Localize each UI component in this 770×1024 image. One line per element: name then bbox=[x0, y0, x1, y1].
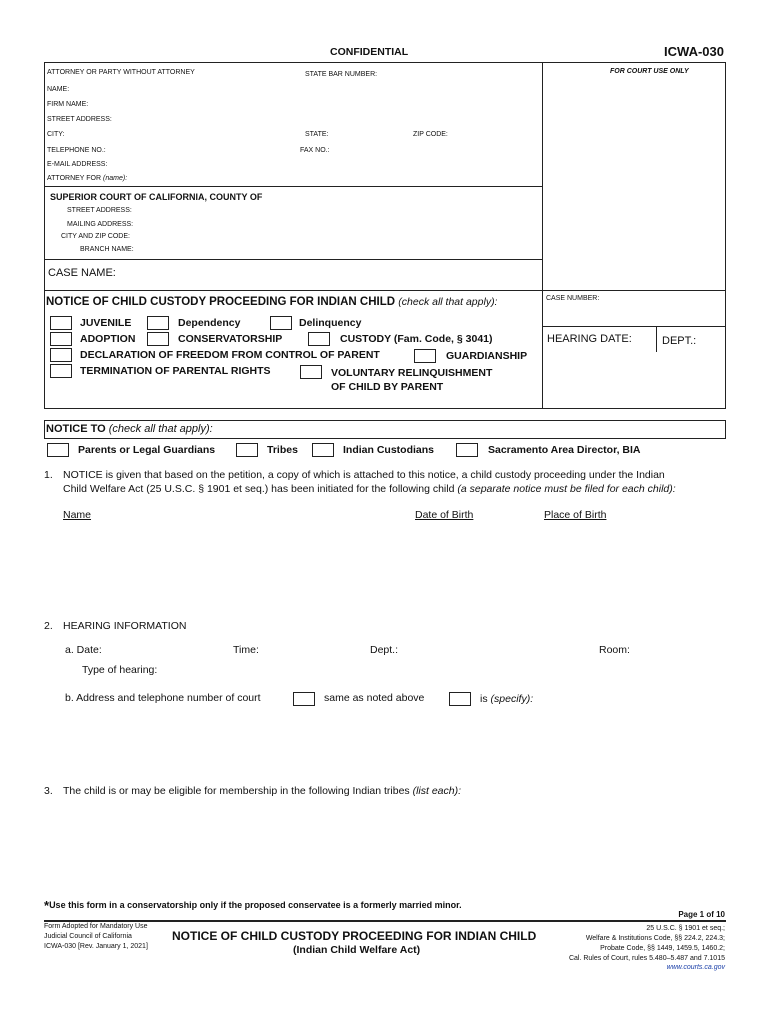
guardianship-checkbox[interactable] bbox=[414, 349, 436, 363]
director-label: Sacramento Area Director, BIA bbox=[488, 444, 641, 456]
guardianship-label: GUARDIANSHIP bbox=[446, 350, 528, 362]
item1-line2: Child Welfare Act (25 U.S.C. § 1901 et seq.) has been initiated for the following child (a separate notice must be filed for each child): bbox=[63, 483, 676, 495]
parents-checkbox[interactable] bbox=[47, 443, 69, 457]
hearing-room-field: Room: bbox=[599, 644, 630, 656]
attorney-divider bbox=[44, 186, 542, 187]
court-title: SUPERIOR COURT OF CALIFORNIA, COUNTY OF bbox=[50, 192, 263, 202]
notice-to-title: NOTICE TO (check all that apply): bbox=[46, 423, 213, 435]
declaration-checkbox[interactable] bbox=[50, 348, 72, 362]
city-label: CITY: bbox=[47, 131, 65, 138]
page-number: Page 1 of 10 bbox=[678, 910, 725, 919]
adopted-line-1: Form Adopted for Mandatory Use bbox=[44, 923, 148, 930]
courts-website-link[interactable]: www.courts.ca.gov bbox=[666, 964, 725, 971]
citation-line-2: Welfare & Institutions Code, §§ 224.2, 224.3; bbox=[585, 935, 725, 942]
custody-checkbox[interactable] bbox=[308, 332, 330, 346]
item3-number: 3. bbox=[44, 785, 53, 797]
street-label: STREET ADDRESS: bbox=[47, 116, 112, 123]
citation-line-3: Probate Code, §§ 1449, 1459.5, 1460.2; bbox=[600, 945, 725, 952]
attorney-for-label: ATTORNEY FOR (name): bbox=[47, 175, 128, 182]
item1-line1: NOTICE is given that based on the petition, a copy of which is attached to this notice, a child custody proceeding under the Indian bbox=[63, 469, 665, 481]
juvenile-checkbox[interactable] bbox=[50, 316, 72, 330]
notice-title: NOTICE OF CHILD CUSTODY PROCEEDING FOR INDIAN CHILD (check all that apply): bbox=[46, 296, 498, 308]
item2-number: 2. bbox=[44, 620, 53, 632]
hearing-dept-field: Dept.: bbox=[370, 644, 399, 656]
case-number-divider bbox=[542, 326, 726, 327]
fax-label: FAX NO.: bbox=[300, 147, 330, 154]
specify-address-label: is (specify): bbox=[480, 693, 534, 705]
case-name-label: CASE NAME: bbox=[48, 267, 116, 279]
same-address-label: same as noted above bbox=[324, 692, 425, 704]
citation-line-4: Cal. Rules of Court, rules 5.480–5.487 and 7.1015 bbox=[568, 955, 725, 962]
adoption-checkbox[interactable] bbox=[50, 332, 72, 346]
footnote: *Use this form in a conservatorship only if the proposed conservatee is a formerly married minor. bbox=[44, 898, 462, 913]
juvenile-label: JUVENILE bbox=[80, 317, 132, 329]
voluntary-checkbox[interactable] bbox=[300, 365, 322, 379]
dob-column-header: Date of Birth bbox=[415, 509, 474, 521]
voluntary-label-1: VOLUNTARY RELINQUISHMENT bbox=[331, 367, 493, 379]
parents-label: Parents or Legal Guardians bbox=[78, 444, 216, 456]
court-divider bbox=[44, 259, 542, 260]
custodians-checkbox[interactable] bbox=[312, 443, 334, 457]
declaration-label: DECLARATION OF FREEDOM FROM CONTROL OF PARENT bbox=[80, 349, 380, 361]
court-use-label: FOR COURT USE ONLY bbox=[610, 68, 689, 75]
case-name-divider bbox=[44, 290, 726, 291]
hearing-date-field: a. Date: bbox=[65, 644, 102, 656]
court-branch-label: BRANCH NAME: bbox=[80, 246, 134, 253]
item1-number: 1. bbox=[44, 469, 53, 481]
adopted-line-3: ICWA-030 [Rev. January 1, 2021] bbox=[44, 943, 148, 950]
name-column-header: Name bbox=[63, 509, 92, 521]
caption-divider bbox=[542, 62, 543, 409]
delinquency-checkbox[interactable] bbox=[270, 316, 292, 330]
dependency-label: Dependency bbox=[178, 317, 241, 329]
court-mailing-label: MAILING ADDRESS: bbox=[67, 221, 134, 228]
pob-column-header: Place of Birth bbox=[544, 509, 607, 521]
termination-checkbox[interactable] bbox=[50, 364, 72, 378]
item2-title: HEARING INFORMATION bbox=[63, 620, 187, 632]
state-bar-label: STATE BAR NUMBER: bbox=[305, 71, 378, 78]
court-address-label: b. Address and telephone number of court bbox=[65, 692, 261, 704]
adopted-line-2: Judicial Council of California bbox=[44, 933, 132, 940]
form-code: ICWA-030 bbox=[664, 44, 724, 59]
specify-address-checkbox[interactable] bbox=[449, 692, 471, 706]
tribes-label: Tribes bbox=[267, 444, 298, 456]
citation-line-1: 25 U.S.C. § 1901 et seq.; bbox=[646, 925, 725, 932]
custodians-label: Indian Custodians bbox=[343, 444, 435, 456]
case-number-label: CASE NUMBER: bbox=[546, 295, 600, 302]
custody-label: CUSTODY (Fam. Code, § 3041) bbox=[340, 333, 493, 345]
delinquency-label: Delinquency bbox=[299, 317, 362, 329]
footer-rule bbox=[44, 920, 726, 922]
hearing-type-field: Type of hearing: bbox=[82, 664, 158, 676]
hearing-date-label: HEARING DATE: bbox=[547, 333, 632, 345]
adoption-label: ADOPTION bbox=[80, 333, 136, 345]
state-label: STATE: bbox=[305, 131, 329, 138]
footer-title: NOTICE OF CHILD CUSTODY PROCEEDING FOR INDIAN CHILD bbox=[172, 929, 537, 943]
director-checkbox[interactable] bbox=[456, 443, 478, 457]
zip-label: ZIP CODE: bbox=[413, 131, 448, 138]
email-label: E-MAIL ADDRESS: bbox=[47, 161, 108, 168]
telephone-label: TELEPHONE NO.: bbox=[47, 147, 106, 154]
tribes-checkbox[interactable] bbox=[236, 443, 258, 457]
dept-label: DEPT.: bbox=[662, 335, 697, 347]
firm-label: FIRM NAME: bbox=[47, 101, 89, 108]
dependency-checkbox[interactable] bbox=[147, 316, 169, 330]
item3-text: The child is or may be eligible for membership in the following Indian tribes (list each): bbox=[63, 785, 462, 797]
conservatorship-label: CONSERVATORSHIP bbox=[178, 333, 283, 345]
court-street-label: STREET ADDRESS: bbox=[67, 207, 132, 214]
footer-subtitle: (Indian Child Welfare Act) bbox=[293, 944, 421, 956]
court-city-label: CITY AND ZIP CODE: bbox=[61, 233, 130, 240]
dept-divider bbox=[656, 326, 657, 352]
termination-label: TERMINATION OF PARENTAL RIGHTS bbox=[80, 365, 271, 377]
hearing-time-field: Time: bbox=[233, 644, 259, 656]
name-label: NAME: bbox=[47, 86, 70, 93]
attorney-title: ATTORNEY OR PARTY WITHOUT ATTORNEY bbox=[47, 69, 195, 76]
conservatorship-checkbox[interactable] bbox=[147, 332, 169, 346]
voluntary-label-2: OF CHILD BY PARENT bbox=[331, 381, 444, 393]
confidential-label: CONFIDENTIAL bbox=[330, 46, 409, 58]
same-address-checkbox[interactable] bbox=[293, 692, 315, 706]
